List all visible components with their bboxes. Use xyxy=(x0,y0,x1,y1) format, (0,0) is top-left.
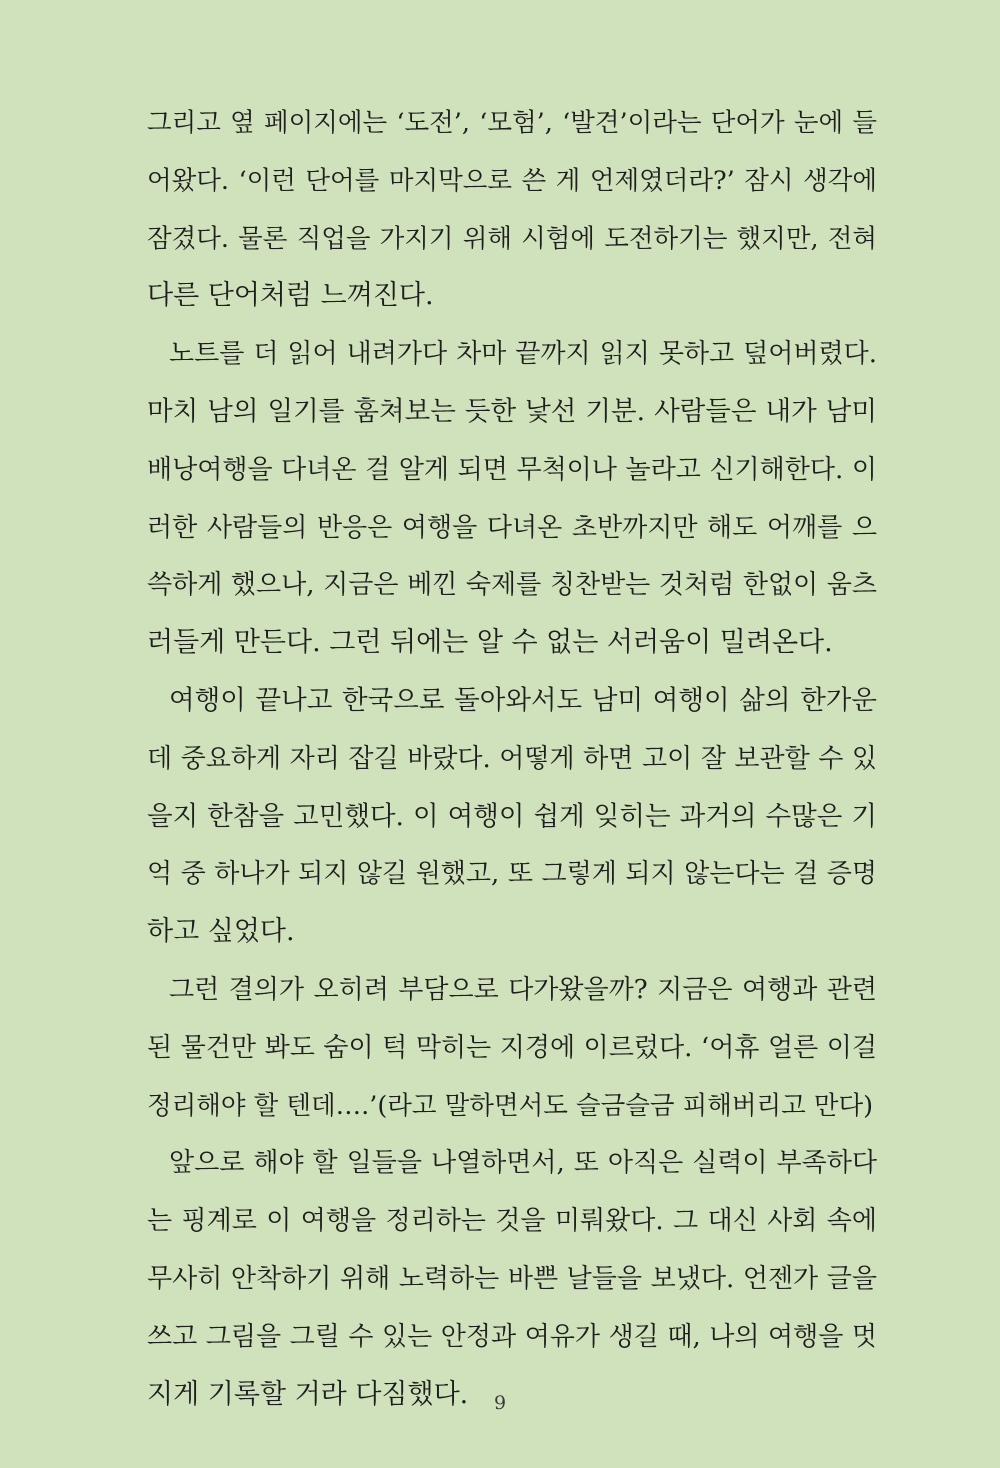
text-line: 러들게 만든다. 그런 뒤에는 알 수 없는 서러움이 밀려온다. xyxy=(147,627,833,659)
text-line: 는 핑계로 이 여행을 정리하는 것을 미뤄왔다. 그 대신 사회 속에 xyxy=(147,1206,877,1237)
text-line: 쓱하게 했으나, 지금은 베낀 숙제를 칭찬받는 것처럼 한없이 움츠 xyxy=(147,570,877,601)
text-line: 마치 남의 일기를 훔쳐보는 듯한 낯선 기분. 사람들은 내가 남미 xyxy=(147,395,877,427)
text-line: 잠겼다. 물론 직업을 가지기 위해 시험에 도전하기는 했지만, 전혀 xyxy=(147,223,877,254)
text-line: 지게 기록할 거라 다짐했다. xyxy=(147,1378,469,1410)
text-line: 된 물건만 봐도 숨이 턱 막히는 지경에 이르렀다. ‘어휴 얼른 이걸 xyxy=(147,1032,877,1063)
text-line: 어왔다. ‘이런 단어를 마지막으로 쓴 게 언제였더라?’ 잠시 생각에 xyxy=(147,165,877,196)
text-line: 러한 사람들의 반응은 여행을 다녀온 초반까지만 해도 어깨를 으 xyxy=(147,512,877,543)
text-line: 쓰고 그림을 그릴 수 있는 안정과 여유가 생길 때, 나의 여행을 멋 xyxy=(147,1321,877,1352)
body-text xyxy=(147,103,877,1432)
text-line: 하고 싶었다. xyxy=(147,916,295,948)
page-number: 9 xyxy=(493,1392,507,1414)
text-line: 을지 한참을 고민했다. 이 여행이 쉽게 잊히는 과거의 수많은 기 xyxy=(147,800,877,832)
text-line: 데 중요하게 자리 잡길 바랐다. 어떻게 하면 고이 잘 보관할 수 있 xyxy=(147,743,877,774)
text-line: 여행이 끝나고 한국으로 돌아와서도 남미 여행이 삶의 한가운 xyxy=(169,684,877,716)
text-line: 무사히 안착하기 위해 노력하는 바쁜 날들을 보냈다. 언젠가 글을 xyxy=(147,1263,877,1294)
text-line: 억 중 하나가 되지 않길 원했고, 또 그렇게 되지 않는다는 걸 증명 xyxy=(147,859,877,890)
text-line: 그리고 옆 페이지에는 ‘도전’, ‘모험’, ‘발견’이라는 단어가 눈에 들 xyxy=(147,108,877,138)
text-line: 앞으로 해야 할 일들을 나열하면서, 또 아직은 실력이 부족하다 xyxy=(169,1148,877,1179)
text-line: 정리해야 할 텐데….’(라고 말하면서도 슬금슬금 피해버리고 만다) xyxy=(147,1090,874,1121)
text-line: 그런 결의가 오히려 부담으로 다가왔을까? 지금은 여행과 관련 xyxy=(169,974,877,1005)
text-line: 다른 단어처럼 느껴진다. xyxy=(147,280,434,312)
text-line: 배낭여행을 다녀온 걸 알게 되면 무척이나 놀라고 신기해한다. 이 xyxy=(147,454,877,485)
text-line: 노트를 더 읽어 내려가다 차마 끝까지 읽지 못하고 덮어버렸다. xyxy=(169,339,877,370)
